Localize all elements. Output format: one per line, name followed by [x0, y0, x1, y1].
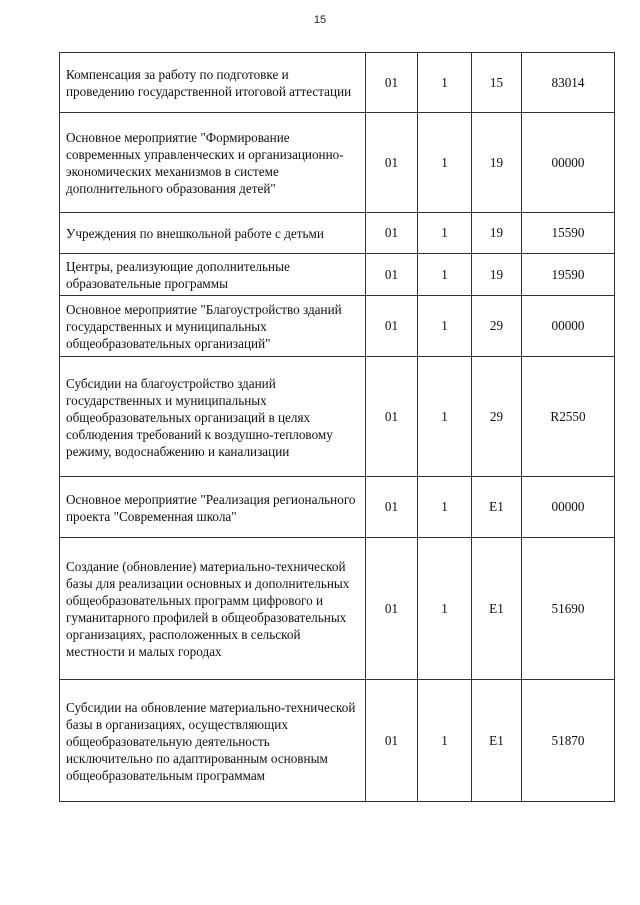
table-row [60, 254, 615, 296]
measure-code: 19 [472, 213, 522, 254]
row-description: Субсидии на благоустройство зданий государственных и муниципальных общеобразовательных организаций в целях соблюдения требований к воздушно-тепловому режиму, водоснабжению и канализации [60, 357, 366, 477]
row-description: Основное мероприятие "Благоустройство зданий государственных и муниципальных общеобразовательных организаций" [60, 296, 366, 357]
row-description: Центры, реализующие дополнительные образовательные программы [60, 254, 366, 296]
budget-classification-table [59, 52, 615, 802]
subprogram-code: 1 [418, 538, 472, 680]
row-description: Компенсация за работу по подготовке и проведению государственной итоговой аттестации [60, 53, 366, 113]
table-row [60, 53, 615, 113]
measure-code: E1 [472, 477, 522, 538]
row-description: Создание (обновление) материально-технической базы для реализации основных и дополнительных общеобразовательных программ цифрового и гуманитарного профилей в общеобразовательных организациях, расположенных в сельской местности и малых городах [60, 538, 366, 680]
table-row [60, 113, 615, 213]
subprogram-code: 1 [418, 53, 472, 113]
program-code: 01 [366, 680, 418, 802]
expense-code: 15590 [522, 213, 615, 254]
row-description: Субсидии на обновление материально-технической базы в организациях, осуществляющих общеобразовательную деятельность исключительно по адаптированным основным общеобразовательным программам [60, 680, 366, 802]
row-description: Учреждения по внешкольной работе с детьми [60, 213, 366, 254]
table-row [60, 213, 615, 254]
program-code: 01 [366, 296, 418, 357]
row-description: Основное мероприятие "Формирование современных управленческих и организационно-экономических механизмов в системе дополнительного образования детей" [60, 113, 366, 213]
subprogram-code: 1 [418, 113, 472, 213]
table-row [60, 477, 615, 538]
expense-code: 00000 [522, 296, 615, 357]
subprogram-code: 1 [418, 680, 472, 802]
program-code: 01 [366, 538, 418, 680]
program-code: 01 [366, 357, 418, 477]
table-row [60, 538, 615, 680]
expense-code: 19590 [522, 254, 615, 296]
expense-code: 51870 [522, 680, 615, 802]
expense-code: R2550 [522, 357, 615, 477]
program-code: 01 [366, 53, 418, 113]
table-row [60, 296, 615, 357]
measure-code: 29 [472, 357, 522, 477]
measure-code: 19 [472, 113, 522, 213]
measure-code: 19 [472, 254, 522, 296]
subprogram-code: 1 [418, 213, 472, 254]
program-code: 01 [366, 254, 418, 296]
subprogram-code: 1 [418, 296, 472, 357]
measure-code: 29 [472, 296, 522, 357]
program-code: 01 [366, 477, 418, 538]
table-row [60, 357, 615, 477]
expense-code: 83014 [522, 53, 615, 113]
expense-code: 00000 [522, 113, 615, 213]
expense-code: 51690 [522, 538, 615, 680]
program-code: 01 [366, 213, 418, 254]
subprogram-code: 1 [418, 254, 472, 296]
table-row [60, 680, 615, 802]
row-description: Основное мероприятие "Реализация регионального проекта "Современная школа" [60, 477, 366, 538]
program-code: 01 [366, 113, 418, 213]
subprogram-code: 1 [418, 357, 472, 477]
subprogram-code: 1 [418, 477, 472, 538]
measure-code: E1 [472, 538, 522, 680]
page-number: 15 [313, 14, 327, 26]
measure-code: E1 [472, 680, 522, 802]
expense-code: 00000 [522, 477, 615, 538]
measure-code: 15 [472, 53, 522, 113]
